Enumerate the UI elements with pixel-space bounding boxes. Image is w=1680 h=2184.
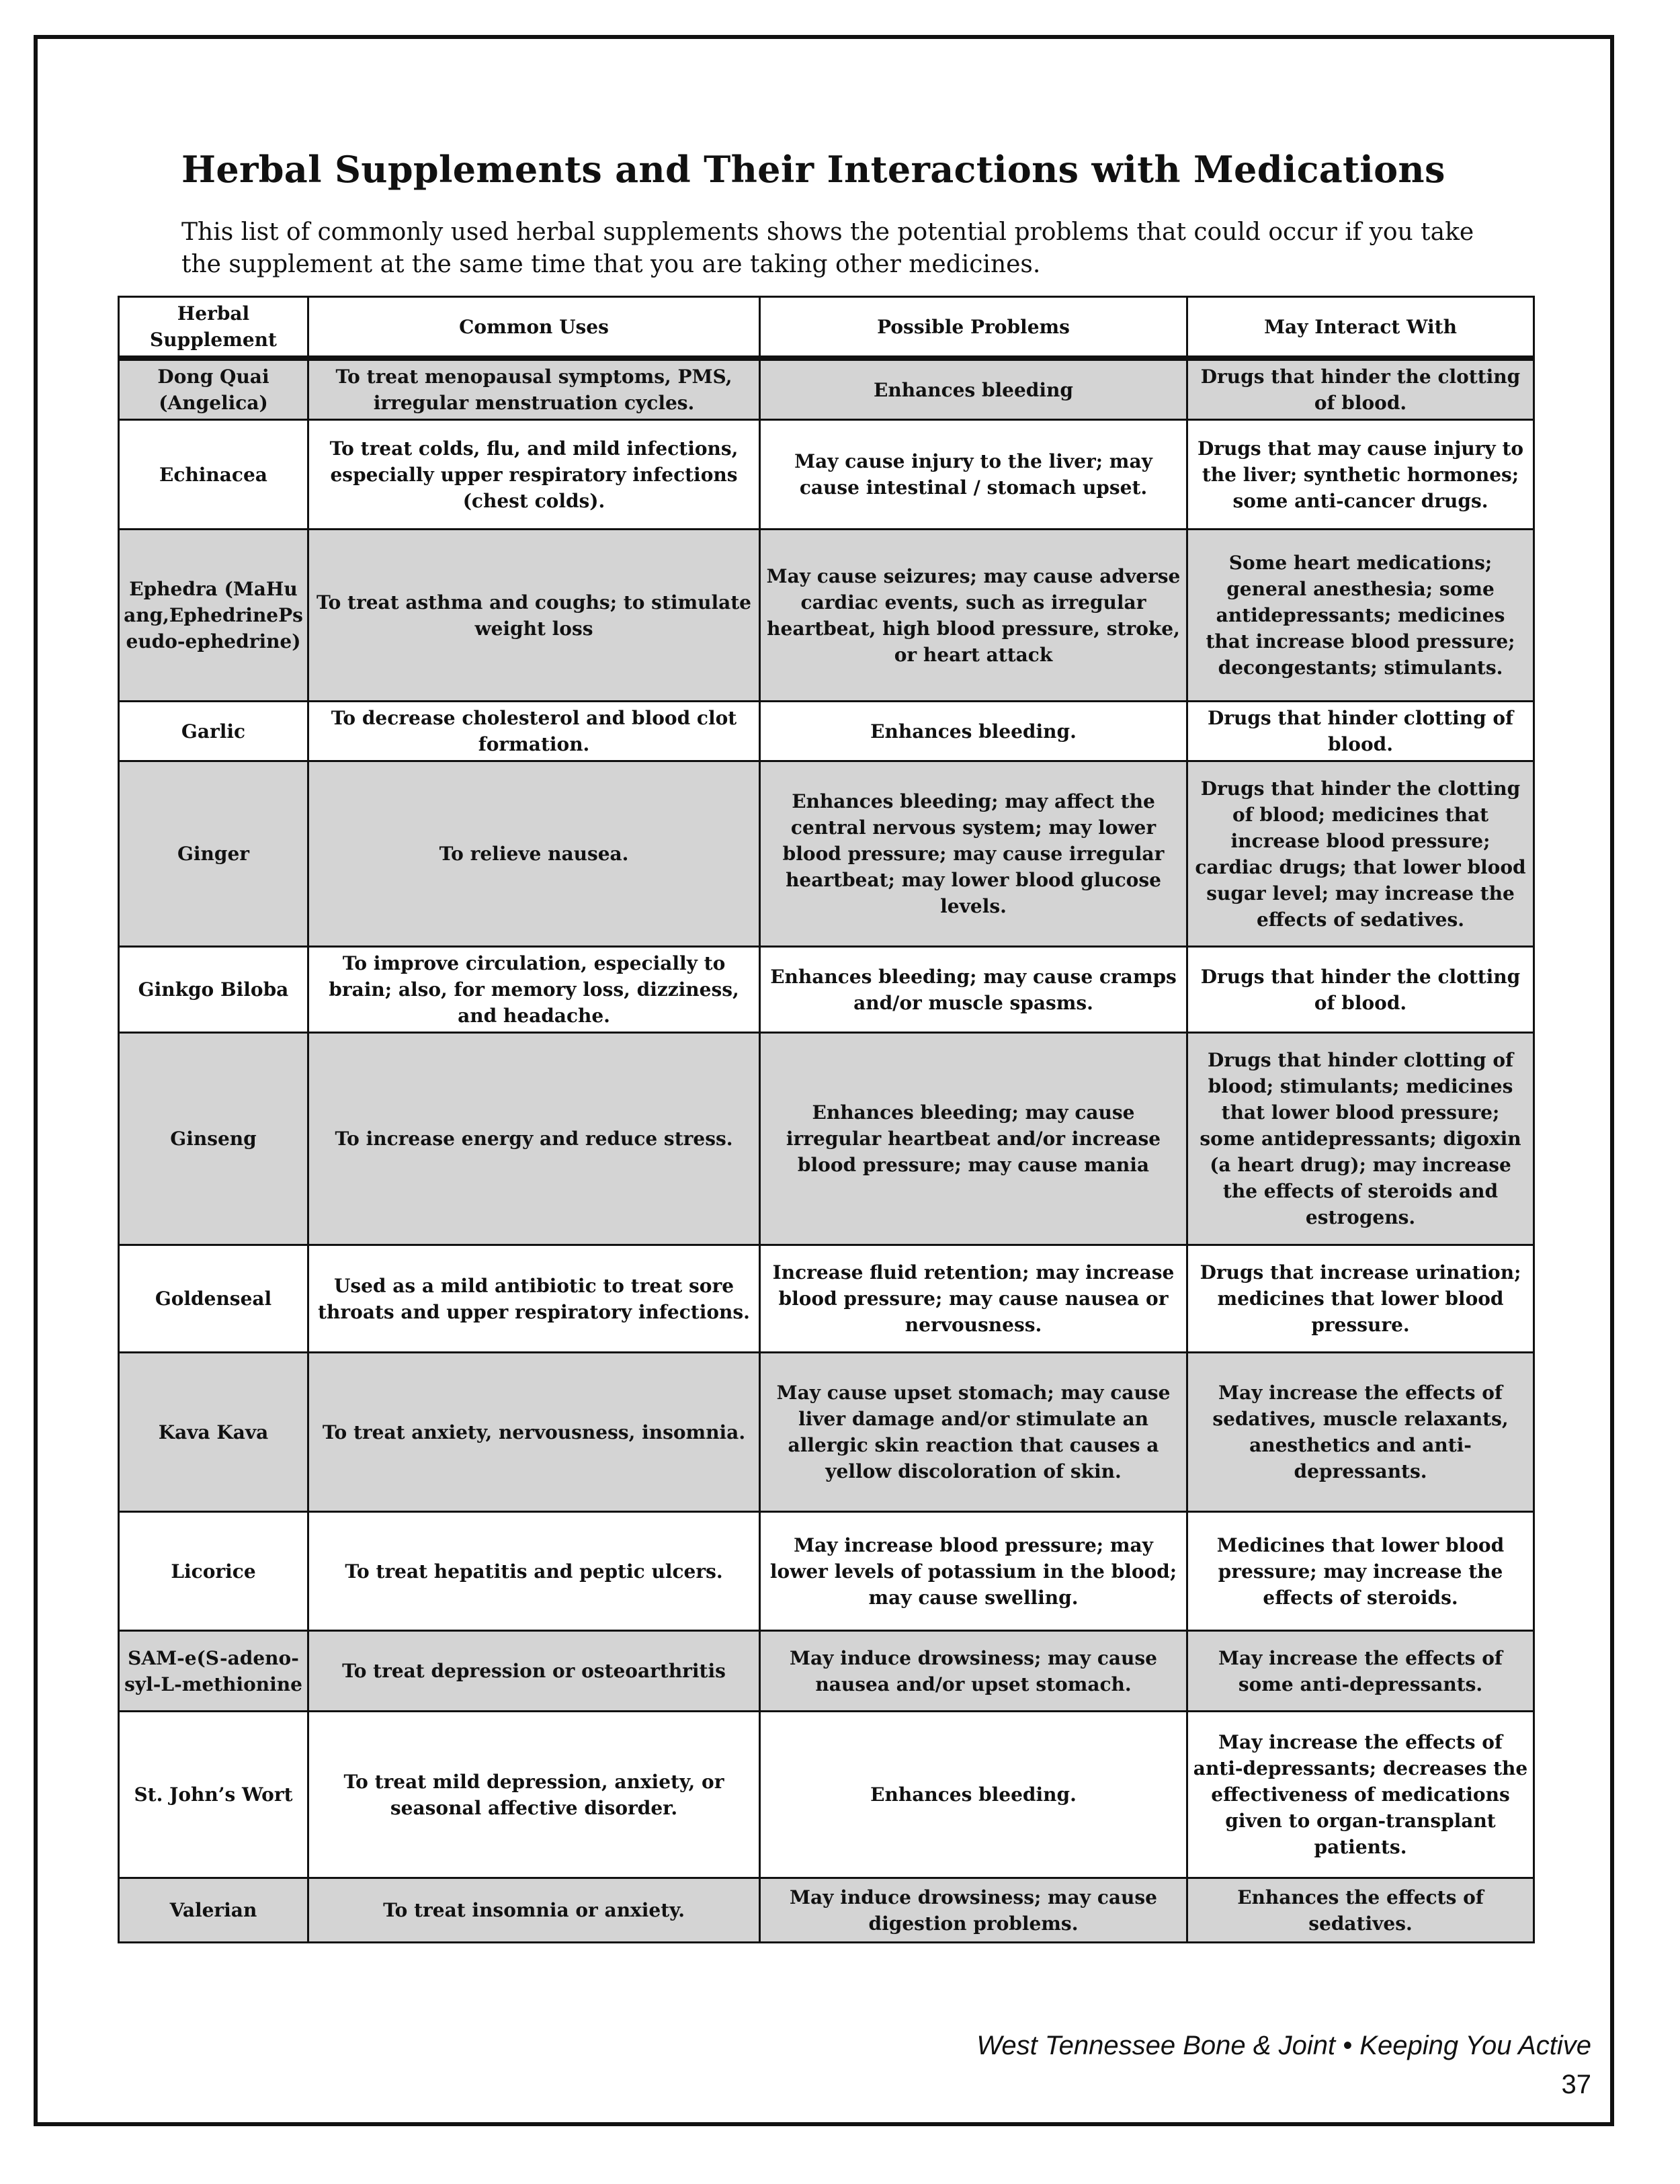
supplement-cell: SAM-e(S-adeno-syl-L-methionine (119, 1631, 308, 1712)
page-number: 37 (1561, 2070, 1591, 2099)
uses-cell: To treat colds, flu, and mild infections, especially upper respiratory infections (chest colds). (308, 420, 760, 530)
table-row (119, 702, 1534, 761)
problems-cell: May increase blood pressure; may lower levels of potassium in the blood; may cause swelling. (760, 1512, 1187, 1631)
supplement-cell: Ginger (119, 761, 308, 947)
interacts-cell: May increase the effects of anti-depressants; decreases the effectiveness of medications given to organ-transplant patients. (1187, 1712, 1534, 1878)
problems-cell: May cause injury to the liver; may cause intestinal / stomach upset. (760, 420, 1187, 530)
table-row (119, 1033, 1534, 1245)
table-row (119, 947, 1534, 1033)
table-row (119, 1353, 1534, 1512)
page-title: Herbal Supplements and Their Interactions with Medications (181, 148, 1445, 191)
interacts-cell: May increase the effects of sedatives, muscle relaxants, anesthetics and anti-depressants. (1187, 1353, 1534, 1512)
uses-cell: To treat hepatitis and peptic ulcers. (308, 1512, 760, 1631)
uses-cell: Used as a mild antibiotic to treat sore throats and upper respiratory infections. (308, 1245, 760, 1353)
interacts-cell: Some heart medications; general anesthesia; some antidepressants; medicines that increase blood pressure; decongestants; stimulants. (1187, 530, 1534, 702)
supplement-cell: Garlic (119, 702, 308, 761)
supplement-cell: Valerian (119, 1878, 308, 1943)
header-possible-problems: Possible Problems (760, 297, 1187, 359)
table-header-row (119, 297, 1534, 359)
uses-cell: To treat insomnia or anxiety. (308, 1878, 760, 1943)
problems-cell: Enhances bleeding. (760, 702, 1187, 761)
interacts-cell: Drugs that hinder the clotting of blood; medicines that increase blood pressure; cardiac drugs; that lower blood sugar level; may increase the effects of sedatives. (1187, 761, 1534, 947)
uses-cell: To treat mild depression, anxiety, or seasonal affective disorder. (308, 1712, 760, 1878)
problems-cell: Enhances bleeding; may cause irregular heartbeat and/or increase blood pressure; may cause mania (760, 1033, 1187, 1245)
interacts-cell: Drugs that increase urination; medicines that lower blood pressure. (1187, 1245, 1534, 1353)
header-common-uses: Common Uses (308, 297, 760, 359)
uses-cell: To relieve nausea. (308, 761, 760, 947)
interacts-cell: Enhances the effects of sedatives. (1187, 1878, 1534, 1943)
uses-cell: To increase energy and reduce stress. (308, 1033, 760, 1245)
supplement-cell: Licorice (119, 1512, 308, 1631)
table-row (119, 358, 1534, 420)
interacts-cell: Drugs that hinder the clotting of blood. (1187, 358, 1534, 420)
header-may-interact-with: May Interact With (1187, 297, 1534, 359)
problems-cell: May cause upset stomach; may cause liver damage and/or stimulate an allergic skin reaction that causes a yellow discoloration of skin. (760, 1353, 1187, 1512)
interacts-cell: Medicines that lower blood pressure; may increase the effects of steroids. (1187, 1512, 1534, 1631)
footer-tagline: West Tennessee Bone & Joint • Keeping You Active (976, 2031, 1591, 2060)
problems-cell: Enhances bleeding; may cause cramps and/or muscle spasms. (760, 947, 1187, 1033)
problems-cell: May induce drowsiness; may cause nausea and/or upset stomach. (760, 1631, 1187, 1712)
supplement-cell: Ginkgo Biloba (119, 947, 308, 1033)
header-herbal-supplement: Herbal Supplement (119, 297, 308, 359)
uses-cell: To treat depression or osteoarthritis (308, 1631, 760, 1712)
supplement-cell: Dong Quai (Angelica) (119, 358, 308, 420)
table-row (119, 1712, 1534, 1878)
interacts-cell: Drugs that hinder clotting of blood; stimulants; medicines that lower blood pressure; some antidepressants; digoxin (a heart drug); may increase the effects of steroids and estrogens. (1187, 1033, 1534, 1245)
supplement-cell: Ephedra (MaHuang,EphedrinePseudo-ephedrine) (119, 530, 308, 702)
table-row (119, 761, 1534, 947)
table-row (119, 1512, 1534, 1631)
interacts-cell: Drugs that hinder clotting of blood. (1187, 702, 1534, 761)
supplement-cell: St. John’s Wort (119, 1712, 308, 1878)
supplements-table (118, 296, 1535, 1943)
supplement-cell: Ginseng (119, 1033, 308, 1245)
problems-cell: May induce drowsiness; may cause digestion problems. (760, 1878, 1187, 1943)
uses-cell: To treat menopausal symptoms, PMS, irregular menstruation cycles. (308, 358, 760, 420)
problems-cell: Enhances bleeding. (760, 1712, 1187, 1878)
supplement-cell: Echinacea (119, 420, 308, 530)
supplement-cell: Goldenseal (119, 1245, 308, 1353)
problems-cell: Enhances bleeding; may affect the central nervous system; may lower blood pressure; may cause irregular heartbeat; may lower blood glucose levels. (760, 761, 1187, 947)
uses-cell: To treat anxiety, nervousness, insomnia. (308, 1353, 760, 1512)
table-row (119, 1245, 1534, 1353)
interacts-cell: Drugs that may cause injury to the liver; synthetic hormones; some anti-cancer drugs. (1187, 420, 1534, 530)
uses-cell: To improve circulation, especially to brain; also, for memory loss, dizziness, and headache. (308, 947, 760, 1033)
table-row (119, 1631, 1534, 1712)
problems-cell: Increase fluid retention; may increase blood pressure; may cause nausea or nervousness. (760, 1245, 1187, 1353)
problems-cell: Enhances bleeding (760, 358, 1187, 420)
problems-cell: May cause seizures; may cause adverse cardiac events, such as irregular heartbeat, high blood pressure, stroke, or heart attack (760, 530, 1187, 702)
intro-paragraph: This list of commonly used herbal supplements shows the potential problems that could occur if you take the supplement at the same time that you are taking other medicines. (181, 218, 1474, 278)
supplement-cell: Kava Kava (119, 1353, 308, 1512)
uses-cell: To treat asthma and coughs; to stimulate weight loss (308, 530, 760, 702)
uses-cell: To decrease cholesterol and blood clot formation. (308, 702, 760, 761)
interacts-cell: May increase the effects of some anti-depressants. (1187, 1631, 1534, 1712)
interacts-cell: Drugs that hinder the clotting of blood. (1187, 947, 1534, 1033)
table-row (119, 420, 1534, 530)
table-row (119, 530, 1534, 702)
table-row (119, 1878, 1534, 1943)
